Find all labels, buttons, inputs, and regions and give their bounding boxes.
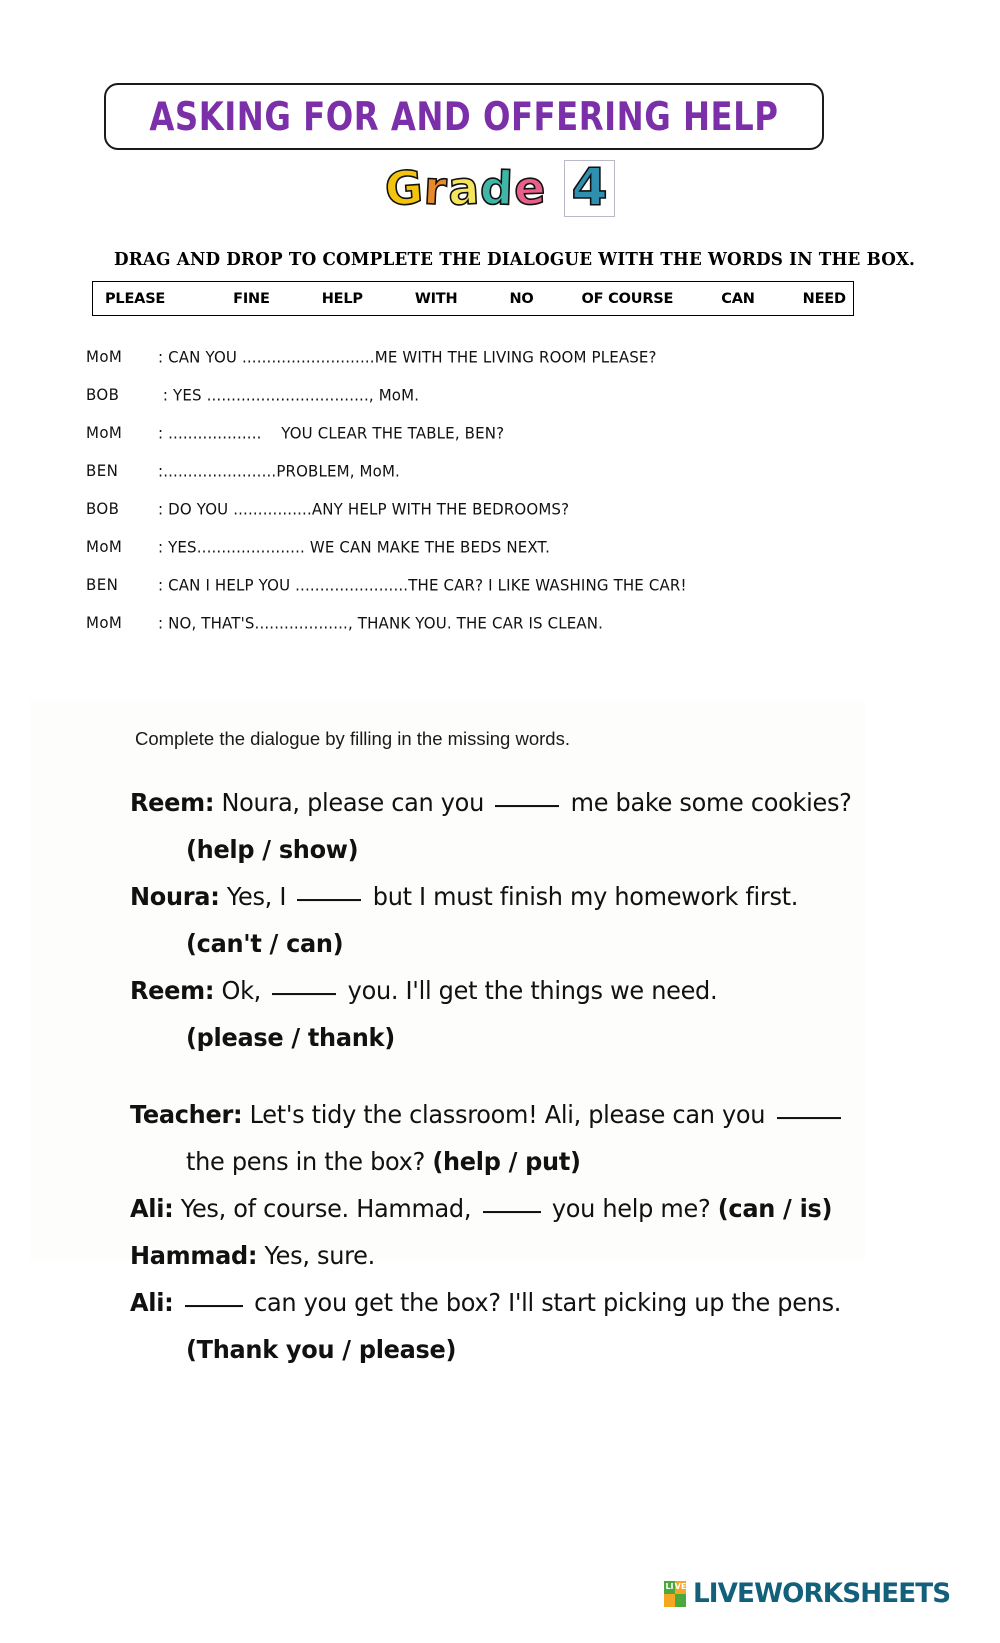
- dialogue-text: : NO, THAT'S..................., THANK YOU. THE CAR IS CLEAN.: [158, 613, 604, 633]
- worksheet-title-banner: [104, 83, 824, 150]
- grade-word: [385, 161, 546, 215]
- word-bank-item-help[interactable]: HELP: [321, 290, 363, 307]
- dialogue-speaker: MoM: [86, 347, 123, 367]
- speaker-reem: Reem:: [130, 976, 215, 1006]
- word-bank-item-no[interactable]: NO: [509, 290, 534, 307]
- line-text-after: can you get the box? I'll start picking up the pens.: [246, 1288, 842, 1318]
- dialogue-speaker: MoM: [86, 423, 123, 443]
- grade-heading: [0, 160, 1000, 217]
- dialogue-line-hammad-1: [130, 1233, 870, 1281]
- dialogue-line-reem-2[interactable]: [130, 968, 870, 1016]
- choice-text: (can't / can): [186, 929, 344, 959]
- word-bank-item-please[interactable]: PLEASE: [105, 290, 166, 307]
- page-title: ASKING FOR AND OFFERING HELP: [149, 93, 779, 140]
- dialogue-text: :.......................PROBLEM, MoM.: [158, 461, 400, 481]
- word-bank-item-of-course[interactable]: OF COURSE: [581, 290, 674, 307]
- word-bank-item-need[interactable]: NEED: [802, 290, 846, 307]
- mark-cell-3: [664, 1594, 675, 1607]
- choice-options-4: [130, 1327, 870, 1375]
- dialogue-text: : YES ................................., MoM.: [158, 385, 420, 405]
- dialogue-line-teacher-2: [130, 1139, 870, 1187]
- choice-text: (help / show): [186, 835, 359, 865]
- grade-number: 4: [571, 158, 608, 218]
- speaker-ali: Ali:: [130, 1194, 174, 1224]
- dialogue-speaker: BOB: [86, 499, 120, 519]
- dialogue-row[interactable]: [86, 576, 886, 614]
- speaker-ali: Ali:: [130, 1288, 174, 1318]
- line-text-after: you. I'll get the things we need.: [340, 976, 718, 1006]
- speaker-reem: Reem:: [130, 788, 215, 818]
- answer-blank[interactable]: [272, 993, 336, 995]
- liveworksheets-logo[interactable]: [664, 1578, 954, 1609]
- dialogue-speaker: BEN: [86, 575, 119, 595]
- dialogue-text: : CAN I HELP YOU .......................THE CAR? I LIKE WASHING THE CAR!: [158, 575, 687, 595]
- dialogue-text: : YES...................... WE CAN MAKE THE BEDS NEXT.: [158, 537, 550, 557]
- liveworksheets-mark-icon: [664, 1581, 686, 1607]
- exercise-b-panel: [30, 700, 865, 1365]
- line-text-before: [173, 1289, 180, 1318]
- grade-letter-d: d: [478, 160, 515, 216]
- answer-blank[interactable]: [777, 1117, 841, 1119]
- line-text-before: Yes, sure.: [257, 1241, 375, 1271]
- line-text-before: Let's tidy the classroom! Ali, please can you: [242, 1100, 773, 1130]
- choice-text: (Thank you / please): [186, 1335, 457, 1365]
- dialogue-text: : CAN YOU ...........................ME WITH THE LIVING ROOM PLEASE?: [158, 347, 657, 367]
- answer-blank[interactable]: [483, 1211, 541, 1213]
- dialogue-speaker: BOB: [86, 385, 120, 405]
- line-text-after: but I must finish my homework first.: [365, 882, 799, 912]
- grade-letter-r: r: [422, 160, 450, 216]
- word-bank: [92, 281, 854, 316]
- exercise-b-dialogue: [130, 780, 870, 1374]
- mark-cell-ve: VE: [675, 1581, 686, 1594]
- dialogue-row[interactable]: [86, 348, 886, 386]
- mark-cell-4: [675, 1594, 686, 1607]
- dialogue-speaker: BEN: [86, 461, 119, 481]
- line-text-after: me bake some cookies?: [563, 788, 852, 818]
- grade-letter-g: G: [383, 160, 426, 217]
- dialogue-line-noura-1[interactable]: [130, 874, 870, 922]
- line-text-before: Ok,: [214, 976, 269, 1006]
- choice-options-1: [130, 827, 870, 875]
- line-text-before: Noura, please can you: [214, 788, 492, 818]
- mark-cell-li: LI: [664, 1581, 675, 1594]
- dialogue-text: : ................... YOU CLEAR THE TABLE, BEN?: [158, 423, 505, 443]
- grade-number-box: [564, 160, 614, 217]
- answer-blank[interactable]: [297, 899, 361, 901]
- dialogue-row[interactable]: [86, 614, 886, 652]
- word-bank-item-with[interactable]: WITH: [414, 290, 458, 307]
- liveworksheets-wordmark: LIVEWORKSHEETS: [692, 1578, 951, 1609]
- dialogue-speaker: MoM: [86, 537, 123, 557]
- choice-text: (please / thank): [186, 1023, 395, 1053]
- exercise-a-dialogue: [86, 348, 886, 652]
- dialogue-row[interactable]: [86, 538, 886, 576]
- dialogue-line-reem-1[interactable]: [130, 780, 870, 828]
- line-text-before: Yes, of course. Hammad,: [173, 1194, 479, 1224]
- dialogue-row[interactable]: [86, 386, 886, 424]
- choice-options-2: [130, 921, 870, 969]
- word-bank-item-fine[interactable]: FINE: [233, 290, 270, 307]
- dialogue-speaker: MoM: [86, 613, 123, 633]
- line-text-after: you help me?: [544, 1194, 718, 1224]
- answer-blank[interactable]: [495, 805, 559, 807]
- dialogue-text: : DO YOU ................ANY HELP WITH THE BEDROOMS?: [158, 499, 570, 519]
- line-text-before: the pens in the box?: [186, 1147, 433, 1177]
- dialogue-row[interactable]: [86, 500, 886, 538]
- grade-letter-a: a: [446, 160, 482, 217]
- speaker-teacher: Teacher:: [130, 1100, 243, 1130]
- answer-blank[interactable]: [185, 1305, 243, 1307]
- dialogue-line-ali-1[interactable]: [130, 1186, 870, 1234]
- choice-options-3: [130, 1015, 870, 1063]
- word-bank-item-can[interactable]: CAN: [721, 290, 755, 307]
- line-text-before: Yes, I: [219, 882, 294, 912]
- dialogue-line-ali-2[interactable]: [130, 1280, 870, 1328]
- speaker-hammad: Hammad:: [130, 1241, 258, 1271]
- choice-text: (can / is): [717, 1194, 833, 1224]
- exercise-a-instruction: DRAG AND DROP TO COMPLETE THE DIALOGUE WITH THE WORDS IN THE BOX.: [114, 250, 916, 270]
- choice-text: (help / put): [432, 1147, 581, 1177]
- dialogue-line-teacher-1[interactable]: [130, 1092, 870, 1140]
- speaker-noura: Noura:: [130, 882, 220, 912]
- exercise-b-instruction: Complete the dialogue by filling in the missing words.: [135, 728, 570, 749]
- dialogue-row[interactable]: [86, 424, 886, 462]
- grade-letter-e: e: [512, 160, 547, 216]
- dialogue-row[interactable]: [86, 462, 886, 500]
